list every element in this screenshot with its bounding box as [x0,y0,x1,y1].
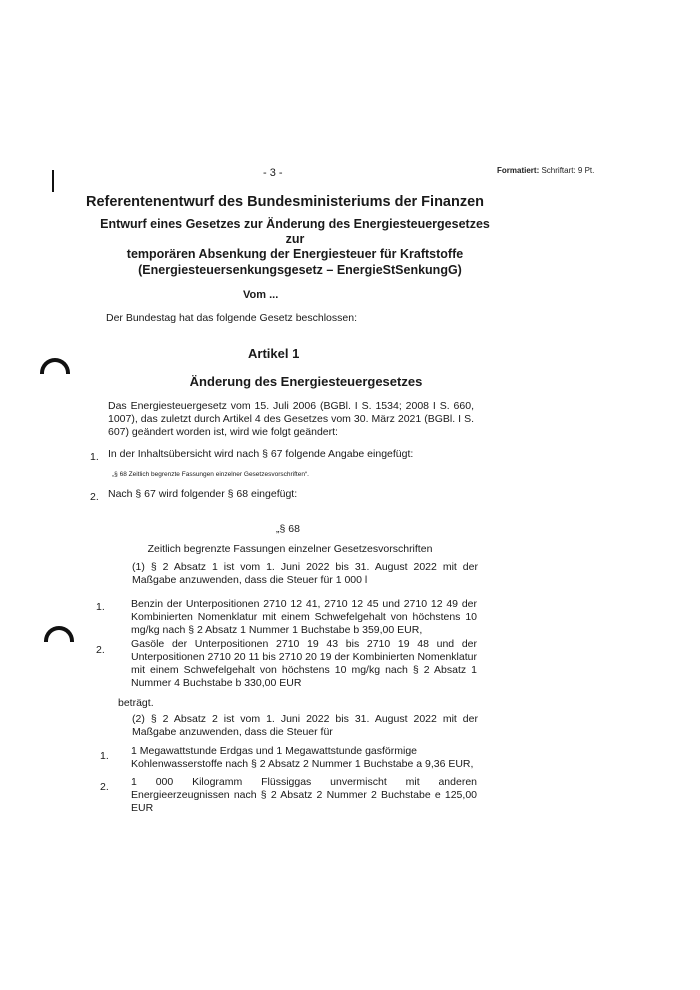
sub-item-number: 1. [100,750,109,762]
enactment-clause: Der Bundestag hat das folgende Gesetz beschlossen: [106,312,357,324]
absatz-2-lead: (2) § 2 Absatz 2 ist vom 1. Juni 2022 bis 31. August 2022 mit der Maßgabe anzuwenden, dass die Steuer für [132,713,478,738]
document-heading: Referentenentwurf des Bundesministeriums der Finanzen [86,194,485,210]
law-title-line-2: temporären Absenkung der Energiesteuer für Kraftstoffe [126,247,464,261]
short-title: (Energiesteuersenkungsgesetz – EnergieStSenkungG) [138,263,462,277]
inserted-entry: „§ 68 Zeitlich begrenzte Fassungen einzelner Gesetzesvorschriften“. [112,471,309,478]
sub-item-text: 1 000 Kilogramm Flüssiggas unvermischt mit anderen Energieerzeugnissen nach § 2 Absatz 2 Nummer 2 Buchstabe e 125,00 EUR [131,776,477,814]
page-number: - 3 - [263,167,283,179]
date-line: Vom ... [243,289,279,301]
section-number: „§ 68 [276,523,300,535]
sub-item-text: 1 Megawattstunde Erdgas und 1 Megawattstunde gasförmige Kohlenwasserstoffe nach § 2 Absatz 2 Nummer 1 Buchstabe a 9,36 EUR, [131,745,474,770]
scan-artifact [40,358,70,374]
law-title-line-1: Entwurf eines Gesetzes zur Änderung des Energiesteuergesetzes zur [100,217,490,246]
list-item-number: 1. [90,451,99,463]
absatz-1-lead: (1) § 2 Absatz 1 ist vom 1. Juni 2022 bis 31. August 2022 mit der Maßgabe anzuwenden, dass die Steuer für 1 000 l [132,561,478,586]
article-label: Artikel 1 [248,346,300,361]
article-heading: Änderung des Energiesteuergesetzes [189,374,423,389]
scan-artifact [44,626,74,642]
sub-item-text: Gasöle der Unterpositionen 2710 19 43 bis 2710 19 48 und der Unterpositionen 2710 20 11 bis 2710 20 19 der Kombinierten Nomenklatur mit einem Schwefelgehalt von höchstens 10 mg/kg nach § 2 Absatz 1 Nummer 4 Buchstabe b 330,00 EUR [131,638,477,689]
list-item-text: Nach § 67 wird folgender § 68 eingefügt: [108,488,298,500]
margin-comment[interactable] [497,166,594,175]
closing-word: beträgt. [118,697,154,709]
absatz-2 [118,713,478,739]
margin-comment-label: Formatiert: [497,166,540,175]
sub-item-number: 2. [96,644,105,656]
margin-comment-text: Schriftart: 9 Pt. [541,166,595,175]
list-item-number: 2. [90,491,99,503]
section-heading: Zeitlich begrenzte Fassungen einzelner Gesetzesvorschriften [147,543,433,555]
law-title [90,217,500,262]
sub-item-number: 1. [96,601,105,613]
absatz-1 [118,561,478,587]
change-bar [52,170,54,192]
list-item-text: In der Inhaltsübersicht wird nach § 67 folgende Angabe eingefügt: [108,448,414,460]
sub-item-text: Benzin der Unterpositionen 2710 12 41, 2710 12 45 und 2710 12 49 der Kombinierten Nomenklatur mit einem Schwefelgehalt von höchstens 10 mg/kg nach § 2 Absatz 1 Nummer 1 Buchstabe b 359,00 EUR, [131,598,477,636]
article-preamble: Das Energiesteuergesetz vom 15. Juli 2006 (BGBl. I S. 1534; 2008 I S. 660, 1007), das zuletzt durch Artikel 4 des Gesetzes vom 30. März 2021 (BGBl. I S. 607) geändert worden ist, wird wie folgt geändert: [108,400,474,438]
sub-item-number: 2. [100,781,109,793]
